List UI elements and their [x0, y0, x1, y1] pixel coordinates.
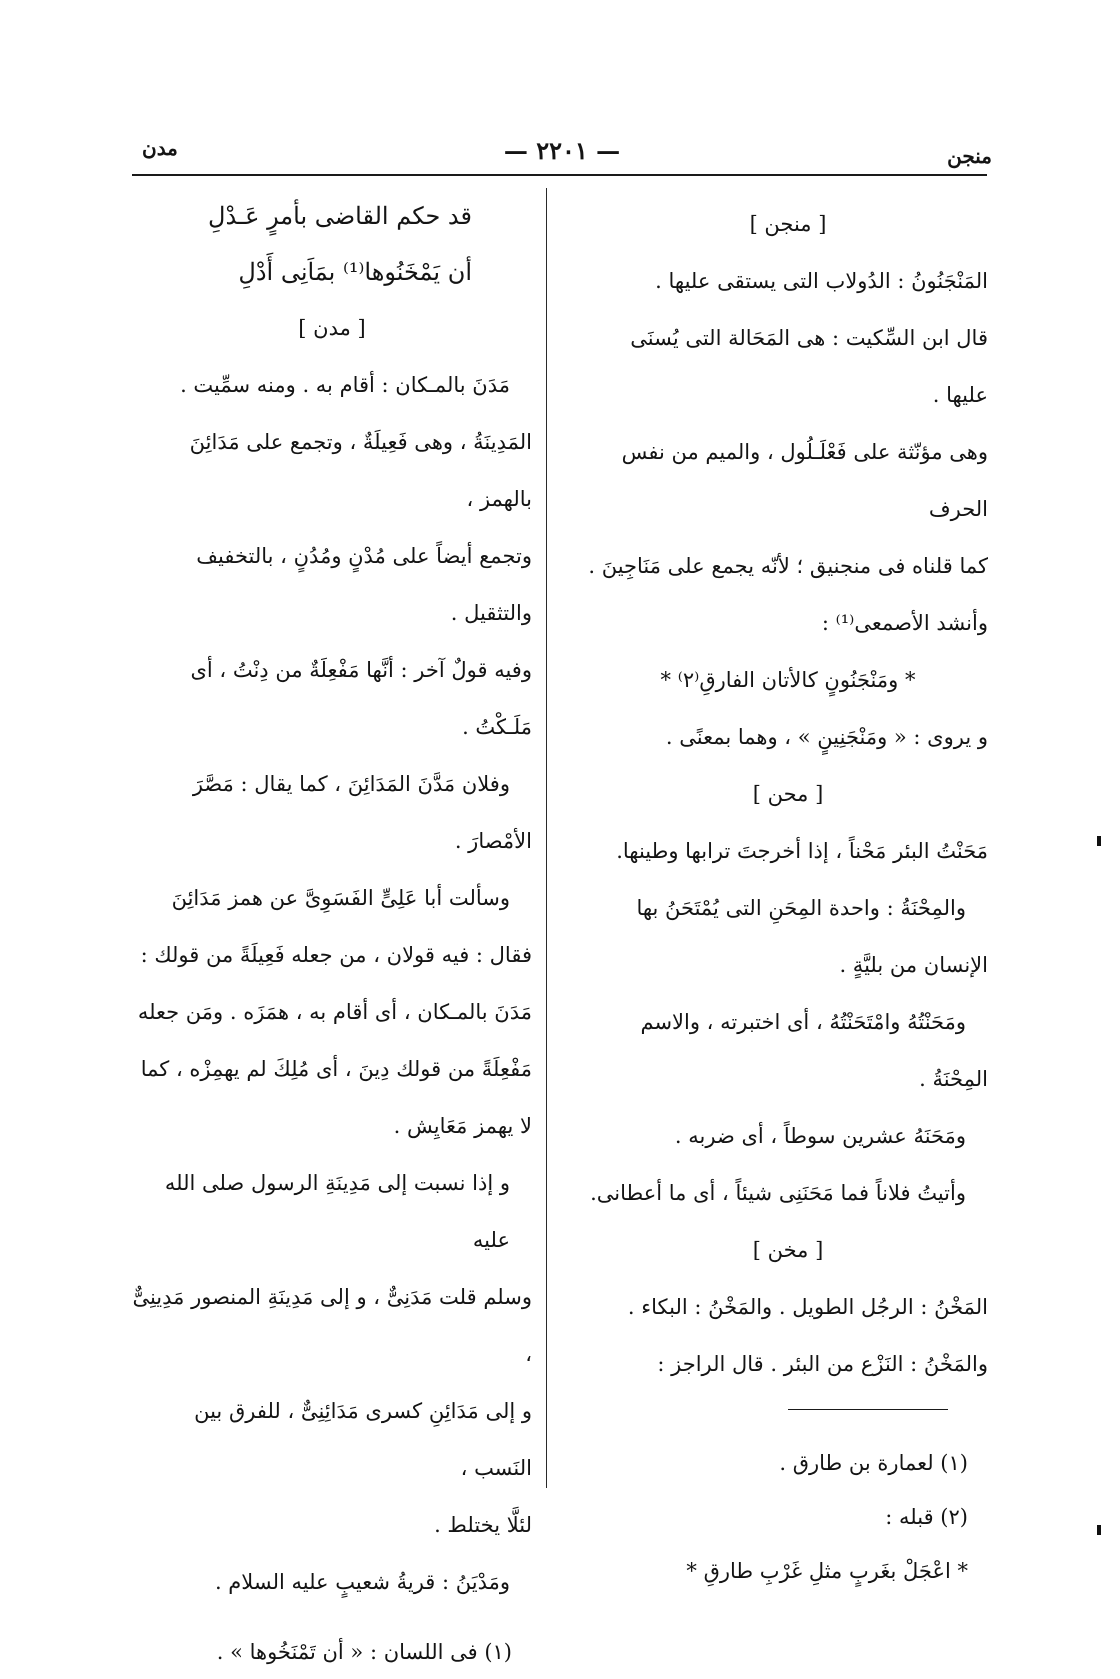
verse-line: أن يَمْخَنُوها⁽¹⁾ بمَاَنِى أَدْلِ — [238, 258, 472, 286]
text-line: وهى مؤنّثة على فَعْلَـلُول ، والميم من نفس الحرف — [621, 440, 988, 521]
entry-heading-mahan: [ محن ] — [752, 782, 824, 806]
text-line: وتجمع أيضاً على مُدْنٍ ومُدُنٍ ، بالتخفيف والتثقيل . — [196, 544, 532, 625]
column-divider — [546, 188, 547, 1488]
header-right-word: منجن — [947, 144, 992, 168]
verse-line: قد حكم القاضى بأمرٍ عَـدْلِ — [208, 202, 472, 230]
text-line: قال ابن السِّكيت : هى المَحَالة التى يُسنَى عليها . — [630, 326, 988, 407]
header-left-word: مدن — [142, 136, 178, 160]
text-line: كما قلناه فى منجنيق ؛ لأنّه يجمع على مَنَاجِينَ . — [588, 554, 988, 578]
text-line: و إذا نسبت إلى مَدِينَةِ الرسول صلى الله عليه — [164, 1171, 510, 1252]
footnote: (١) فى اللسان : « أن تَمْنَخُوها » . — [216, 1640, 512, 1664]
text-line: و إلى مَدَائِنِ كسرى مَدَائِنِىٌّ ، للفرق بين النَسب ، — [194, 1399, 532, 1480]
text-line: الأمْصارَ . — [454, 829, 532, 853]
entry-heading-madan: [ مدن ] — [298, 316, 366, 340]
text-line: المَخْنُ : الرجُل الطويل . والمَخْنُ : البكاء . — [627, 1295, 988, 1319]
left-column — [132, 188, 532, 1679]
margin-mark — [1097, 1525, 1101, 1535]
text-line: وأنشد الأصمعى⁽¹⁾ : — [821, 611, 988, 635]
text-line: لا يهمز مَعَايِش . — [393, 1114, 532, 1138]
text-line: مَفْعِلَةً من قولك دِينَ ، أى مُلِكَ لم يهمِزْه ، كما — [140, 1057, 532, 1081]
text-line: الإنسان من بليَّةٍ . — [839, 953, 988, 977]
text-line: وسلم قلت مَدَنِىٌّ ، و إلى مَدِينَةِ المنصور مَدِينِىٌّ ، — [132, 1285, 532, 1366]
text-line: المَدِينَةُ ، وهى فَعِيلَةٌ ، وتجمع على مَدَائِنَ بالهمز ، — [189, 430, 532, 511]
footnote-verse: * اعْجَلْ بغَربٍ مثلِ غَرْبِ طارقِ * — [686, 1559, 968, 1583]
entry-heading-manjan: [ منجن ] — [749, 212, 827, 236]
verse-line: * ومَنْجَنُونٍ كالأتان الفارقِ⁽٢⁾ * — [660, 668, 916, 692]
page-number: — ٢٢٠١ — — [503, 136, 621, 165]
page-header — [132, 136, 992, 176]
margin-mark — [1097, 836, 1101, 846]
right-column — [588, 196, 988, 1598]
text-line: وأتيتُ فلاناً فما مَحَنَنِى شيئاً ، أى ما أعطانى. — [590, 1181, 966, 1205]
text-line: والمَخْنُ : النَزْع من البئر . قال الراجز : — [657, 1352, 988, 1376]
text-line: وفيه قولٌ آخر : أنَّها مَفْعِلَةٌ من دِنْتُ ، أى — [190, 658, 532, 682]
text-line: فقال : فيه قولان ، من جعله فَعِيلَةً من قولك : — [140, 943, 532, 967]
text-line: ومَحَنَهُ عشرين سوطاً ، أى ضربه . — [674, 1124, 966, 1148]
text-line: وسألت أبا عَلِىٍّ الفَسَوِىَّ عن همز مَدَائِنَ — [171, 886, 510, 910]
text-line: مَدَنَ بالمـكان ، أى أقام به ، همَزَه . ومَن جعله — [137, 1000, 532, 1024]
text-line: المَنْجَنُونُ : الدُولاب التى يستقى عليها . — [655, 269, 988, 293]
text-line: وفلان مَدَّنَ المَدَائِنَ ، كما يقال : مَصَّرَ — [192, 772, 510, 796]
text-line: مَدَنَ بالمـكان : أقام به . ومنه سمِّيت . — [180, 373, 510, 397]
text-line: مَلَـكْتُ . — [462, 715, 532, 739]
text-line: والمِحْنَةُ : واحدة المِحَنِ التى يُمْتَحَنُ بها — [636, 896, 966, 920]
footnote: (١) لعمارة بن طارق . — [779, 1451, 968, 1475]
text-line: ومَحَنْتُهُ وامْتَحَنْتُهُ ، أى اختبرته ، والاسم — [640, 1010, 966, 1034]
entry-heading-makhan: [ مخن ] — [752, 1238, 824, 1262]
header-rule — [132, 174, 987, 176]
text-line: المِحْنَةُ . — [919, 1067, 988, 1091]
text-line: لئلَّا يختلط . — [434, 1513, 532, 1537]
text-line: و يروى : « ومَنْجَنِينٍ » ، وهما بمعنًى . — [665, 725, 988, 749]
footnote-separator — [788, 1409, 948, 1410]
footnote: (٢) قبله : — [885, 1505, 968, 1529]
text-line: ومَدْيَنُ : قريةُ شعيبٍ عليه السلام . — [214, 1570, 510, 1594]
text-line: مَحَنْتُ البئر مَحْناً ، إذا أخرجتَ ترابها وطينها. — [616, 839, 988, 863]
